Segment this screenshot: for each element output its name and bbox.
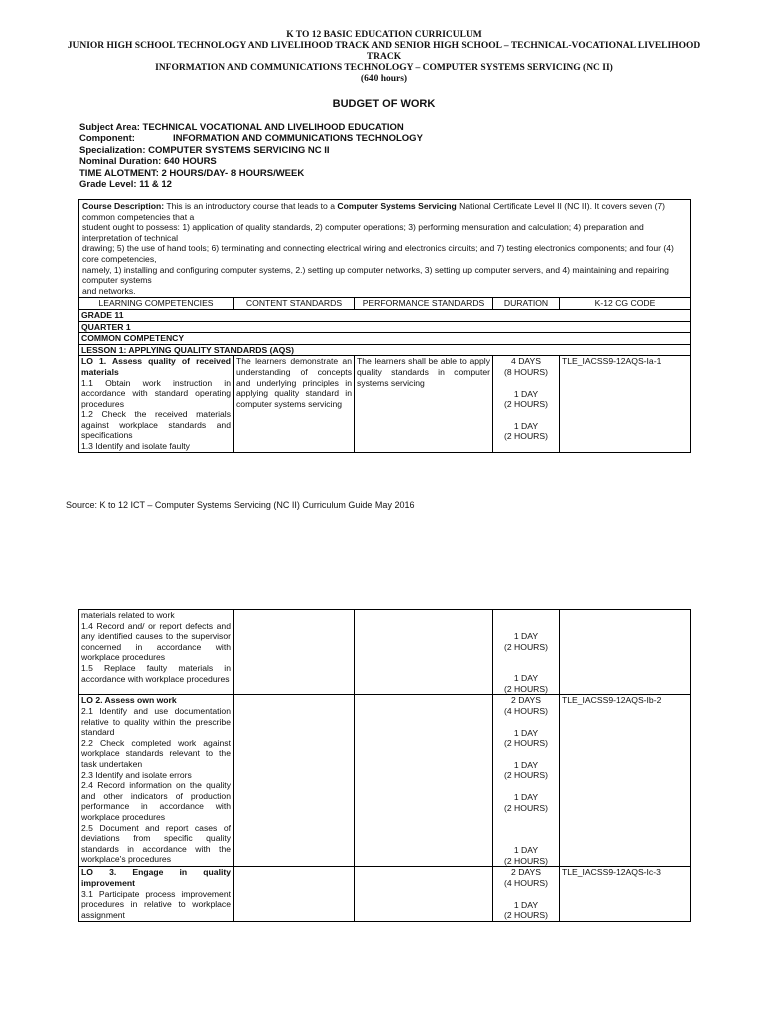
budget-table-page-2 [78, 609, 691, 922]
grade-row: GRADE 11 [79, 309, 691, 321]
lo1-item-2: 1.2 Check the received materials against workplace standards and specifications [81, 409, 231, 441]
time-allotment: TIME ALOTMENT: 2 HOURS/DAY- 8 HOURS/WEEK [79, 167, 305, 179]
specialization: Specialization: COMPUTER SYSTEMS SERVICING NC II [79, 144, 330, 156]
duration-hours: (2 HOURS) [504, 399, 548, 410]
lo2-code: TLE_IACSS9-12AQS-Ib-2 [560, 695, 691, 867]
lo1-row [79, 356, 691, 452]
col-cg-code: K-12 CG CODE [560, 298, 691, 310]
lo2-duration [493, 695, 560, 867]
duration-hours: (2 HOURS) [504, 910, 548, 921]
duration-days: 1 DAY [513, 845, 539, 856]
duration-hours: (8 HOURS) [504, 366, 548, 377]
lo2-row [79, 695, 691, 867]
lesson-row: LESSON 1: APPLYING QUALITY STANDARDS (AQS) [79, 344, 691, 356]
lo1-item-3: 1.3 Identify and isolate faulty [81, 441, 190, 452]
col-duration: DURATION [493, 298, 560, 310]
column-header-row [79, 298, 691, 310]
course-description [79, 200, 691, 298]
lo1-item-4: 1.4 Record and/ or report defects and any identified causes to the supervisor concerned in accordance with workplace procedures [81, 620, 231, 663]
description-text-1: This is an introductory course that leads to a [164, 201, 338, 211]
lo3-duration [493, 867, 560, 921]
duration-days: 1 DAY [513, 631, 539, 641]
duration-days: 1 DAY [513, 673, 539, 684]
description-label: Course Description: [82, 201, 165, 211]
lo1-continued-duration [493, 610, 560, 695]
header-line-1: K TO 12 BASIC EDUCATION CURRICULUM [286, 30, 482, 40]
duration-hours: (2 HOURS) [504, 855, 548, 866]
description-text-2: National Certificate Level II (NC II). It covers seven (7) common competencies that a [82, 201, 666, 222]
course-meta [79, 122, 423, 190]
budget-table-page-1 [78, 199, 691, 453]
lo2-item-3: 2.3 Identify and isolate errors [81, 769, 192, 780]
lo2-item-4: 2.4 Record information on the quality and other indicators of production performance in accordance with workplace procedures [81, 780, 231, 822]
col-content-standards: CONTENT STANDARDS [234, 298, 355, 310]
lo1-title: LO 1. Assess quality of received materials [81, 356, 231, 377]
description-line-5: and networks. [82, 285, 136, 296]
header-line-3: INFORMATION AND COMMUNICATIONS TECHNOLOGY – COMPUTER SYSTEMS SERVICING (NC II) [155, 63, 613, 73]
duration-days: 1 DAY [513, 899, 539, 910]
duration-hours: (4 HOURS) [504, 705, 548, 716]
col-learning-competencies: LEARNING COMPETENCIES [79, 298, 234, 310]
duration-days: 1 DAY [513, 388, 539, 399]
description-bold: Computer Systems Servicing [337, 201, 457, 211]
component-line [79, 133, 423, 144]
duration-hours: (4 HOURS) [504, 877, 548, 888]
lo1-item-3-cont: materials related to work [81, 610, 175, 620]
document-header [60, 30, 708, 85]
lo1-code: TLE_IACSS9-12AQS-Ia-1 [560, 356, 691, 452]
lo3-title: LO 3. Engage in quality improvement [81, 867, 231, 888]
lo1-continued-competencies [79, 610, 234, 695]
lo1-item-1: 1.1 Obtain work instruction in accordance with standard operating procedures [81, 377, 231, 409]
duration-days: 1 DAY [513, 759, 539, 770]
duration-hours: (2 HOURS) [504, 738, 548, 749]
common-competency-row: COMMON COMPETENCY [79, 333, 691, 345]
description-line-4: namely, 1) installing and configuring computer systems, 2.) setting up computer networks, 3) setting up computer servers, and 4) maintaining and repairing computer systems [82, 264, 669, 286]
header-line-4: (640 hours) [360, 74, 408, 84]
lo2-competencies [79, 695, 234, 867]
content-standard: The learners demonstrate an understanding of concepts and underlying principles in applying quality standard in computer systems servicing [234, 356, 355, 452]
nominal-duration: Nominal Duration: 640 HOURS [79, 156, 217, 168]
description-row [79, 200, 691, 298]
duration-days: 1 DAY [513, 420, 539, 431]
duration-hours: (2 HOURS) [504, 641, 548, 652]
subject-area: Subject Area: TECHNICAL VOCATIONAL AND LIVELIHOOD EDUCATION [79, 122, 404, 133]
lo1-duration [493, 356, 560, 452]
duration-hours: (2 HOURS) [504, 431, 548, 442]
duration-days: 1 DAY [513, 727, 539, 738]
lo1-continued-row [79, 610, 691, 695]
description-line-2: student ought to possess: 1) application of quality standards, 2) computer operations; 3) performing mensuration and calculation; 4) preparation and interpretation of technical [82, 222, 644, 243]
grade-level: Grade Level: 11 & 12 [79, 179, 172, 191]
lo3-item-1: 3.1 Participate process improvement procedures in relative to workplace assignment [81, 888, 231, 920]
page-title: BUDGET OF WORK [332, 98, 436, 110]
duration-hours: (2 HOURS) [504, 683, 548, 694]
lo2-item-5: 2.5 Document and report cases of deviations from specific quality standards in accordance with the workplace's procedures [81, 822, 231, 865]
component-label: Component: [79, 133, 135, 145]
col-performance-standards: PERFORMANCE STANDARDS [355, 298, 493, 310]
lo3-code: TLE_IACSS9-12AQS-Ic-3 [560, 867, 691, 921]
duration-days: 4 DAYS [511, 356, 541, 367]
component-value: INFORMATION AND COMMUNICATIONS TECHNOLOGY [172, 133, 423, 145]
duration-days: 1 DAY [513, 791, 539, 802]
lo1-item-5: 1.5 Replace faulty materials in accordance with workplace procedures [81, 662, 231, 684]
lo3-competencies [79, 867, 234, 921]
lo2-item-2: 2.2 Check completed work against workplace standards relevant to the task undertaken [81, 737, 231, 769]
description-line-3: drawing; 5) the use of hand tools; 6) terminating and connecting electrical wiring and electronics circuits; and 7) testing electronics components; and four (4) core competencies, [82, 243, 674, 264]
duration-days: 2 DAYS [511, 695, 541, 706]
header-line-2: JUNIOR HIGH SCHOOL TECHNOLOGY AND LIVELIHOOD TRACK AND SENIOR HIGH SCHOOL – TECHNICAL-VOCATIONAL LIVELIHOOD TRACK [67, 41, 701, 62]
lo1-competencies [79, 356, 234, 452]
source-note: Source: K to 12 ICT – Computer Systems Servicing (NC II) Curriculum Guide May 2016 [66, 500, 415, 510]
quarter-row: QUARTER 1 [79, 321, 691, 333]
lo2-title: LO 2. Assess own work [81, 695, 177, 706]
lo3-row [79, 867, 691, 921]
duration-hours: (2 HOURS) [504, 770, 548, 781]
duration-days: 2 DAYS [511, 867, 541, 878]
lo2-item-1: 2.1 Identify and use documentation relative to quality within the prescribe standard [81, 705, 231, 738]
duration-hours: (2 HOURS) [504, 802, 548, 813]
performance-standard: The learners shall be able to apply quality standards in computer systems servicing [355, 356, 493, 452]
